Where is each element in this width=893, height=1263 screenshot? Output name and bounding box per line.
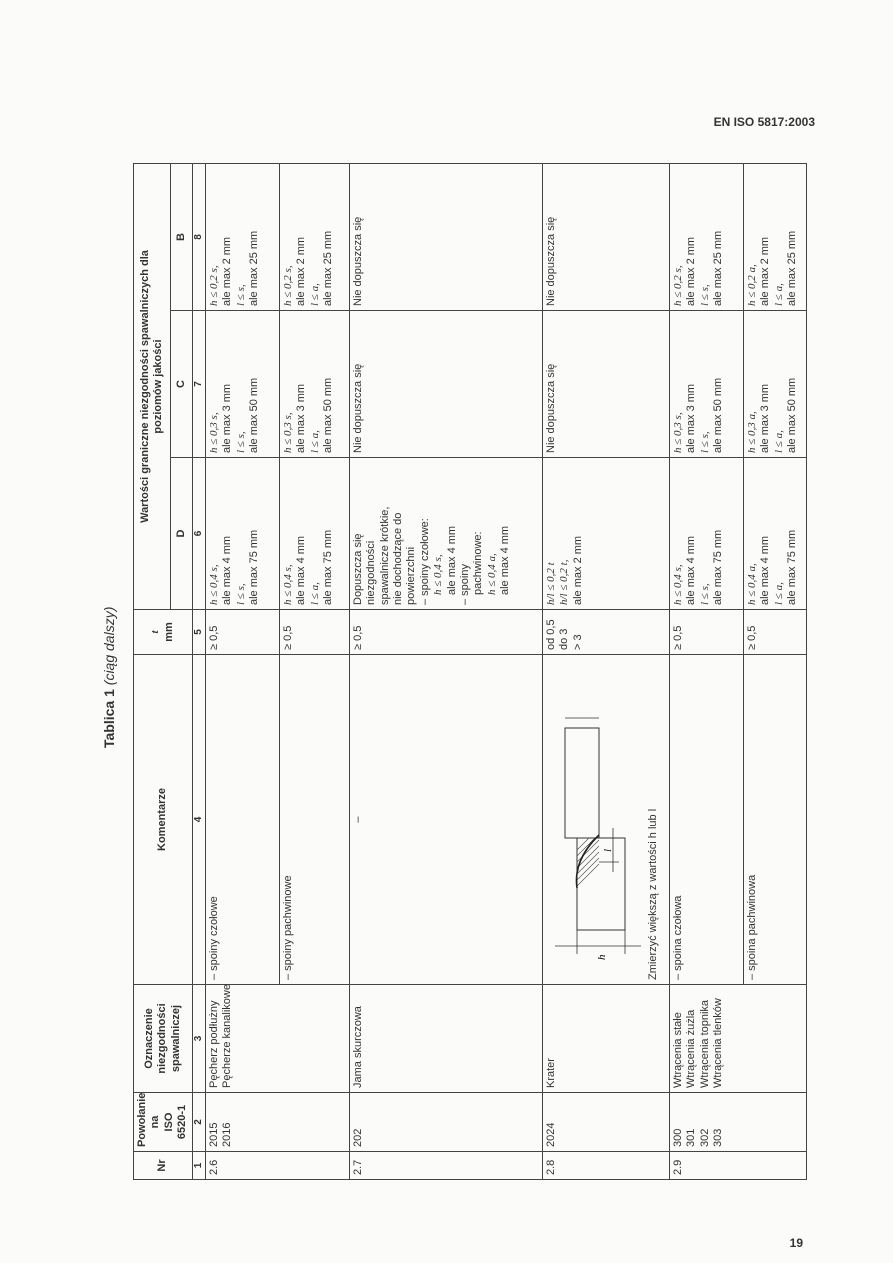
limit-line: h ≤ 0,4 s, xyxy=(432,554,445,595)
ref-code: 2015 xyxy=(207,1122,220,1147)
level-b-cell xyxy=(669,163,743,310)
row-comment: – spoina pachwinowa xyxy=(743,655,806,985)
limit-line: h ≤ 0,3 s, xyxy=(281,412,294,453)
header-t-symbol: t xyxy=(149,630,162,634)
thickness-line: od 0,5 xyxy=(544,619,557,650)
sketch-label-h: h xyxy=(595,954,608,960)
row-comment: – spoiny czołowe xyxy=(205,655,279,985)
colnum: 2 xyxy=(192,1093,205,1152)
row-nr: 2.7 xyxy=(349,1152,542,1180)
table-row xyxy=(669,163,743,1179)
row-thickness: ≥ 0,5 xyxy=(205,610,279,655)
limit-line: niezgodności xyxy=(365,540,378,605)
limit-line: h ≤ 0,4 a, xyxy=(485,553,498,595)
row-thickness: ≥ 0,5 xyxy=(349,610,542,655)
limit-line: ale max 75 mm xyxy=(786,529,799,605)
crater-sketch xyxy=(543,660,647,980)
limit-line: l ≤ s, xyxy=(698,583,711,605)
limit-line: l ≤ a, xyxy=(308,430,321,453)
header-comments: Komentarze xyxy=(134,655,193,985)
sketch-label-l: l xyxy=(601,848,614,852)
row-nr: 2.6 xyxy=(205,1152,349,1180)
colnum: 7 xyxy=(192,311,205,458)
limit-line: h/l ≤ 0,2 t xyxy=(544,562,557,605)
row-comment: – spoina czołowa xyxy=(669,655,743,985)
limit-line: l ≤ s, xyxy=(698,284,711,306)
limit-line: l ≤ a, xyxy=(772,430,785,453)
row-comment xyxy=(542,655,669,985)
limit-line: ale max 4 mm xyxy=(499,525,512,595)
row-thickness: ≥ 0,5 xyxy=(743,610,806,655)
thickness-line: do 3 xyxy=(558,628,571,650)
limit-line: l ≤ a, xyxy=(308,283,321,306)
colnum: 3 xyxy=(192,985,205,1093)
limit-line: pachwinowe: xyxy=(472,531,485,595)
limit-line: h ≤ 0,4 s, xyxy=(207,564,220,605)
row-designation xyxy=(669,985,806,1093)
limit-line: h ≤ 0,4 s, xyxy=(281,564,294,605)
ref-code: 2016 xyxy=(221,1122,234,1147)
limit-line: ale max 50 mm xyxy=(248,377,261,453)
table-row xyxy=(349,163,542,1179)
header-desig-l3: spawalniczej xyxy=(169,1004,182,1073)
plate-right xyxy=(565,728,599,838)
standard-code: EN ISO 5817:2003 xyxy=(713,115,815,129)
limit-line: ale max 25 mm xyxy=(712,230,725,306)
table-caption xyxy=(101,608,121,748)
colnum: 8 xyxy=(192,163,205,310)
limit-line: nie dochodzące do xyxy=(392,512,405,605)
limit-line: ale max 3 mm xyxy=(295,383,308,453)
limit-line: ale max 4 mm xyxy=(445,525,458,595)
limit-line: h ≤ 0,3 a, xyxy=(745,411,758,453)
row-ref: 202 xyxy=(349,1093,542,1152)
limit-line: h/l ≤ 0,2 t, xyxy=(558,559,571,605)
level-b-cell xyxy=(205,163,279,310)
ref-code: 303 xyxy=(712,1128,725,1147)
limit-line: – spoiny czołowe: xyxy=(418,518,431,605)
level-b-cell: Nie dopuszcza się xyxy=(349,163,542,310)
ref-code: 302 xyxy=(698,1128,711,1147)
row-comment: – spoiny pachwinowe xyxy=(279,655,349,985)
limit-line: ale max 2 mm xyxy=(221,236,234,306)
designation-line: Wtrącenia topnika xyxy=(698,999,711,1088)
header-t-unit: mm xyxy=(162,622,175,642)
caption-continuation: (ciąg dalszy) xyxy=(101,606,117,686)
level-d-cell xyxy=(205,458,279,610)
header-level-b: B xyxy=(171,163,193,310)
limit-line: l ≤ a, xyxy=(772,582,785,605)
header-limits-l2: poziomów jakości xyxy=(152,339,165,434)
designation-line: Wtrącenia stałe xyxy=(671,1012,684,1088)
header-limits-l1: Wartości graniczne niezgodności spawalniczych dla xyxy=(138,250,151,523)
limit-line: h ≤ 0,3 s, xyxy=(207,412,220,453)
level-b-cell xyxy=(743,163,806,310)
header-row-1 xyxy=(134,163,171,1179)
limit-line: ale max 2 mm xyxy=(295,236,308,306)
table-row xyxy=(542,163,669,1179)
level-d-cell xyxy=(743,458,806,610)
level-c-cell xyxy=(279,311,349,458)
limit-line: ale max 25 mm xyxy=(786,230,799,306)
limit-line: ale max 25 mm xyxy=(322,230,335,306)
level-c-cell xyxy=(205,311,279,458)
header-nr: Nr xyxy=(134,1152,193,1180)
thickness-line: > 3 xyxy=(571,634,584,650)
designation-line: Wtrącenia żużla xyxy=(685,1009,698,1088)
row-ref: 2024 xyxy=(542,1093,669,1152)
level-c-cell xyxy=(743,311,806,458)
crater-note: Zmierzyć większą z wartości h lub l xyxy=(646,808,659,980)
limit-line: h ≤ 0,4 a, xyxy=(745,563,758,605)
row-ref xyxy=(205,1093,349,1152)
limit-line: ale max 4 mm xyxy=(685,535,698,605)
header-designation xyxy=(134,985,193,1093)
level-d-cell xyxy=(279,458,349,610)
designation-line: Wtrącenia tlenków xyxy=(712,998,725,1088)
row-comment: – xyxy=(349,655,542,985)
row-designation: Krater xyxy=(542,985,669,1093)
limit-line: ale max 4 mm xyxy=(295,535,308,605)
limit-line: h ≤ 0,3 s, xyxy=(671,412,684,453)
limit-line: powierzchni xyxy=(405,546,418,605)
header-level-c: C xyxy=(171,311,193,458)
row-nr: 2.9 xyxy=(669,1152,806,1180)
row-designation: Jama skurczowa xyxy=(349,985,542,1093)
limit-line: ale max 75 mm xyxy=(248,529,261,605)
limit-line: h ≤ 0,2 a, xyxy=(745,264,758,306)
colnum: 5 xyxy=(192,610,205,655)
limit-line: ale max 3 mm xyxy=(221,383,234,453)
header-limits xyxy=(134,163,171,609)
row-designation xyxy=(205,985,349,1093)
limit-line: ale max 3 mm xyxy=(685,383,698,453)
header-desig-l1: Oznaczenie xyxy=(142,1008,155,1069)
colnum: 1 xyxy=(192,1152,205,1180)
limit-line: ale max 2 mm xyxy=(571,535,584,605)
header-ref-l1: Powołanie xyxy=(136,1092,148,1147)
caption-title: Tablica 1 xyxy=(101,689,117,748)
limit-line: l ≤ a, xyxy=(308,582,321,605)
limit-line: ale max 25 mm xyxy=(248,230,261,306)
column-number-row xyxy=(192,163,205,1179)
table-row xyxy=(205,163,279,1179)
header-thickness xyxy=(134,610,193,655)
level-c-cell: Nie dopuszcza się xyxy=(542,311,669,458)
header-reference xyxy=(134,1093,193,1152)
ref-code: 300 xyxy=(671,1128,684,1147)
limit-line: ale max 2 mm xyxy=(759,236,772,306)
colnum: 6 xyxy=(192,458,205,610)
row-nr: 2.8 xyxy=(542,1152,669,1180)
level-d-cell xyxy=(542,458,669,610)
limit-line: – spoiny xyxy=(459,564,472,605)
limit-line: h ≤ 0,4 s, xyxy=(671,564,684,605)
level-c-cell xyxy=(669,311,743,458)
header-desig-l2: niezgodności xyxy=(156,1003,169,1074)
limit-line: ale max 4 mm xyxy=(759,535,772,605)
row-thickness: ≥ 0,5 xyxy=(279,610,349,655)
limit-line: ale max 75 mm xyxy=(712,529,725,605)
ref-code: 301 xyxy=(685,1128,698,1147)
level-b-cell xyxy=(279,163,349,310)
designation-line: Pęcherze kanalikowe xyxy=(221,984,234,1088)
limit-line: ale max 50 mm xyxy=(322,377,335,453)
level-d-cell xyxy=(349,458,542,610)
level-d-cell xyxy=(669,458,743,610)
limit-line: l ≤ s, xyxy=(234,583,247,605)
tolerance-table xyxy=(133,163,807,1180)
colnum: 4 xyxy=(192,655,205,985)
row-ref xyxy=(669,1093,806,1152)
limit-line: l ≤ s, xyxy=(234,284,247,306)
limit-line: h ≤ 0,2 s, xyxy=(671,265,684,306)
header-ref-l2: na xyxy=(149,1115,162,1129)
level-b-cell: Nie dopuszcza się xyxy=(542,163,669,310)
limit-line: h ≤ 0,2 s, xyxy=(207,265,220,306)
limit-line: ale max 50 mm xyxy=(786,377,799,453)
row-thickness xyxy=(542,610,669,655)
limit-line: l ≤ s, xyxy=(698,431,711,453)
limit-line: l ≤ a, xyxy=(772,283,785,306)
designation-line: Pęcherz podłużny xyxy=(207,1000,220,1088)
page-number: 19 xyxy=(789,1236,803,1250)
limit-line: ale max 2 mm xyxy=(685,236,698,306)
table-frame xyxy=(133,164,799,1180)
limit-line: ale max 50 mm xyxy=(712,377,725,453)
limit-line: ale max 3 mm xyxy=(759,383,772,453)
rotated-table-box xyxy=(133,164,799,1180)
limit-line: ale max 75 mm xyxy=(322,529,335,605)
limit-line: Dopuszcza się xyxy=(351,533,364,605)
row-thickness: ≥ 0,5 xyxy=(669,610,743,655)
header-level-d: D xyxy=(171,458,193,610)
limit-line: spawalnicze krótkie, xyxy=(378,506,391,605)
limit-line: l ≤ s, xyxy=(234,431,247,453)
limit-line: h ≤ 0,2 s, xyxy=(281,265,294,306)
limit-line: ale max 4 mm xyxy=(221,535,234,605)
level-c-cell: Nie dopuszcza się xyxy=(349,311,542,458)
header-ref-l3: ISO 6520-1 xyxy=(162,1104,189,1140)
